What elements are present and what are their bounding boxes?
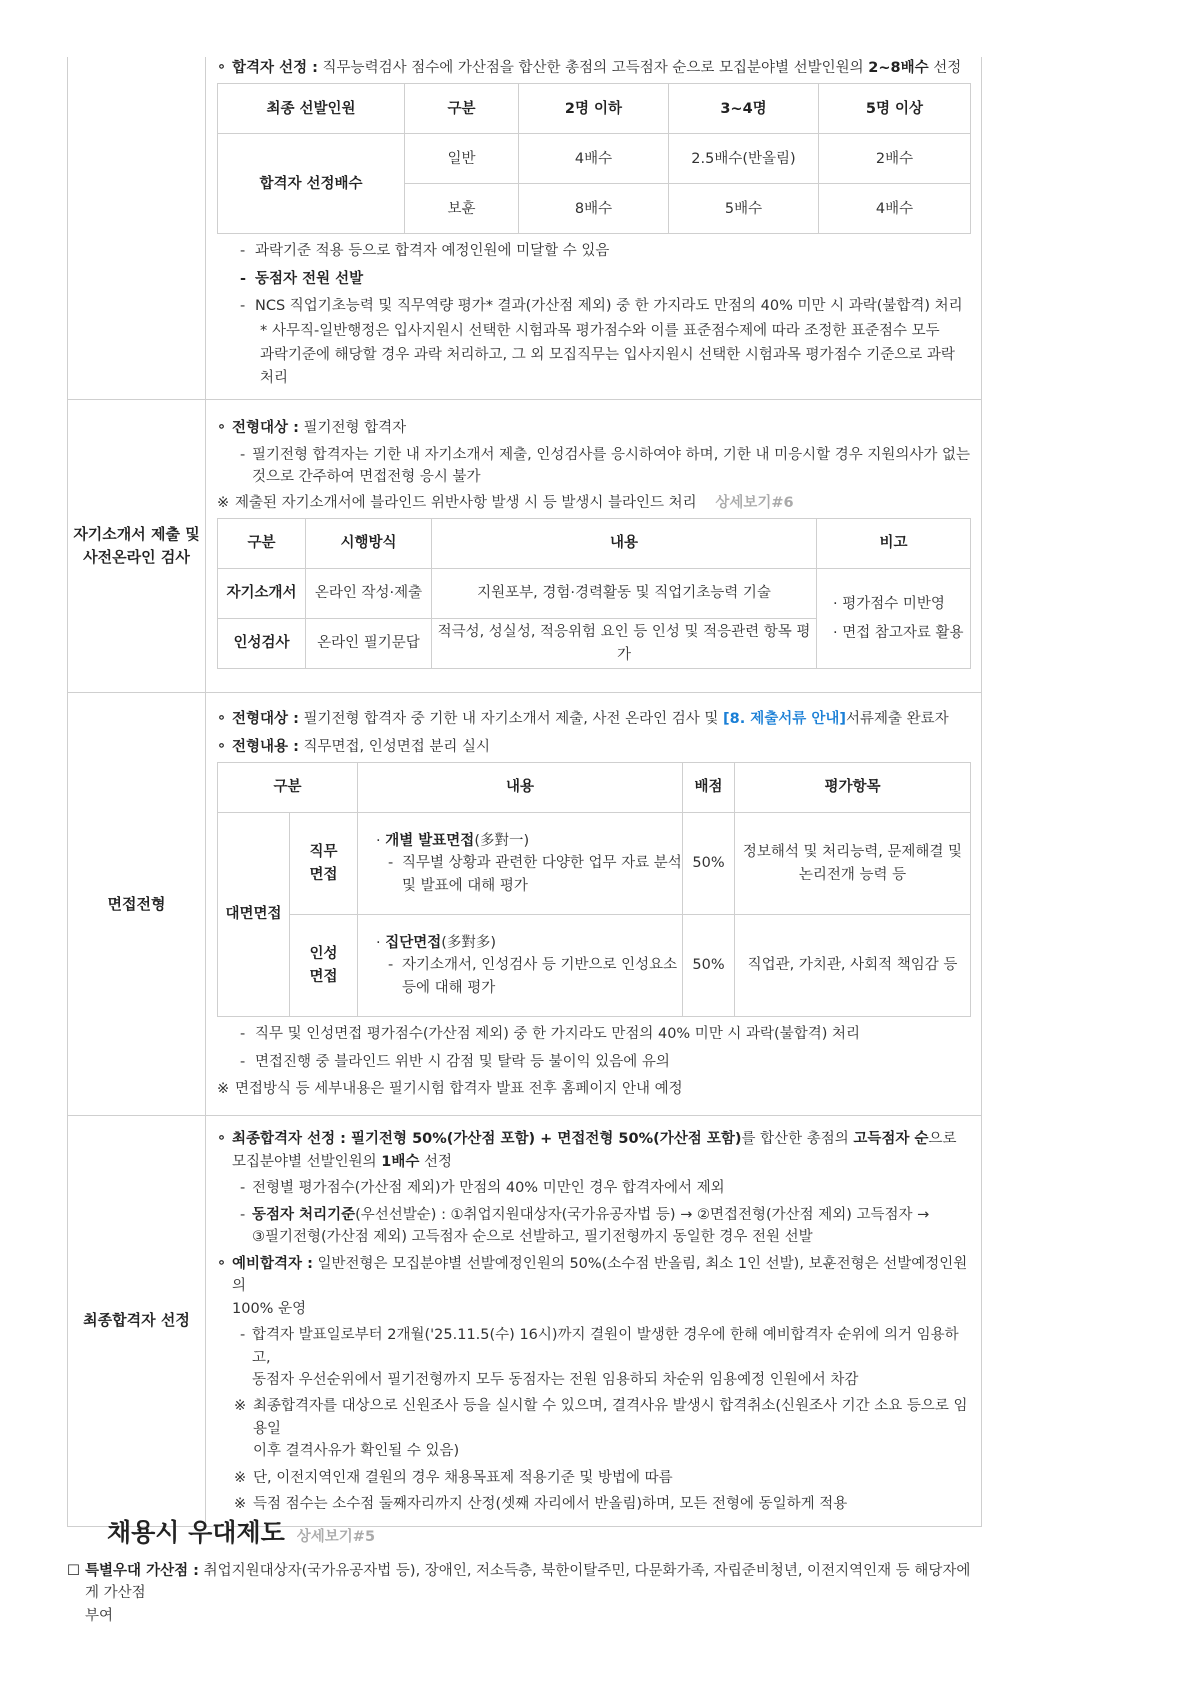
header-note: 비고 [817, 519, 971, 569]
header-content: 내용 [432, 519, 817, 569]
cell-self-intro: 자기소개서 [218, 569, 306, 619]
cell-job-content: · 개별 발표면접(多對一) - 직무별 상황과 관련한 다양한 업무 자료 분석 및 발표에 대해 평가 [358, 813, 683, 915]
final-row [68, 1116, 982, 1527]
cell-items: 직업관, 가치관, 사회적 책임감 등 [735, 915, 971, 1017]
cell-job-interview: 직무 면접 [290, 813, 358, 915]
detail-link-6[interactable]: 상세보기#6 [715, 494, 794, 511]
header-type: 구분 [405, 84, 519, 134]
cell-personality: 인성검사 [218, 619, 306, 669]
header-col2: 3~4명 [669, 84, 819, 134]
header-final-count: 최종 선발인원 [218, 84, 405, 134]
interview-label: 면접전형 [68, 693, 206, 1116]
selection-multiple-table [217, 83, 971, 234]
interview-note-cutoff: - 직무 및 인성면접 평가점수(가산점 제외) 중 한 가지라도 만점의 40% 미만 시 과락(불합격) 처리 [217, 1023, 971, 1045]
cell-weight: 50% [683, 813, 735, 915]
cell-face-interview: 대면면접 [218, 813, 290, 1017]
header-items: 평가항목 [735, 763, 971, 813]
cell: 8배수 [519, 184, 669, 234]
header-type: 구분 [218, 763, 358, 813]
self-intro-target: ∘ 전형대상 : 필기전형 합격자 [217, 417, 971, 439]
interview-note-detail: ※ 면접방식 등 세부내용은 필기시험 합격자 발표 전후 홈페이지 안내 예정 [217, 1078, 971, 1100]
docs-guide-link[interactable]: [8. 제출서류 안내] [722, 711, 846, 728]
interview-content [206, 693, 982, 1116]
cell-personality-content: · 집단면접(多對多) - 자기소개서, 인성검사 등 기반으로 인성요소 등에 대해 평가 [358, 915, 683, 1017]
final-note-background: ※ 최종합격자를 대상으로 신원조사 등을 실시할 수 있으며, 결격사유 발생시 합격취소(신원조사 기간 소요 등으로 임용일 이후 결격사유가 확인될 수 있음) [217, 1395, 971, 1462]
final-dash-reserve: - 합격자 발표일로부터 2개월('25.11.5(수) 16시)까지 결원이 발생한 경우에 한해 예비합격자 순위에 의거 임용하고, 동점자 우선순위에서 필기전형까지 모두 동점자는 전원 임용하되 차순위 임용예정 인원에서 차감 [217, 1324, 971, 1391]
note-tie-all: - 동점자 전원 선발 [217, 268, 971, 290]
note-cell: · 평가점수 미반영 · 면접 참고자료 활용 [817, 569, 971, 669]
cell: 4배수 [819, 184, 971, 234]
self-intro-label: 자기소개서 제출 및 사전온라인 검사 [68, 400, 206, 693]
cell-personality-interview: 인성 면접 [290, 915, 358, 1017]
interview-note-blind: - 면접진행 중 블라인드 위반 시 감점 및 탈락 등 불이익 있음에 유의 [217, 1051, 971, 1073]
pass-selection-row [68, 57, 982, 400]
note-star: * 사무직-일반행정은 입사지원시 선택한 시험과목 평가점수와 이를 표준점수제에 따라 조정한 표준점수 모두 과락기준에 해당할 경우 과락 처리하고, 그 외 모집직무는 입사지원시 선택한 시험과목 평가점수 기준으로 과락 처리 [217, 320, 971, 389]
cell: 2배수 [819, 134, 971, 184]
header-col3: 5명 이상 [819, 84, 971, 134]
pass-selection-content [206, 57, 982, 400]
detail-link-5[interactable]: 상세보기#5 [296, 1529, 376, 1545]
self-intro-table [217, 518, 971, 669]
cell-items: 정보해석 및 처리능력, 문제해결 및 논리전개 능력 등 [735, 813, 971, 915]
final-content [206, 1116, 982, 1527]
cell: 지원포부, 경험·경력활동 및 직업기초능력 기술 [432, 569, 817, 619]
cell: 5배수 [669, 184, 819, 234]
final-dash-cutoff: - 전형별 평가점수(가산점 제외)가 만점의 40% 미만인 경우 합격자에서 제외 [217, 1177, 971, 1199]
final-bullet-selection: ∘ 최종합격자 선정 : 필기전형 50%(가산점 포함) + 면접전형 50%(가산점 포함)를 합산한 총점의 고득점자 순으로 모집분야별 선발인원의 1배수 선정 [217, 1128, 971, 1173]
cell: 2.5배수(반올림) [669, 134, 819, 184]
self-intro-dash: - 필기전형 합격자는 기한 내 자기소개서 제출, 인성검사를 응시하여야 하며, 기한 내 미응시할 경우 지원의사가 없는 것으로 간주하여 면접전형 응시 불가 [217, 444, 971, 489]
note-cutoff: - NCS 직업기초능력 및 직무역량 평가* 결과(가산점 제외) 중 한 가지라도 만점의 40% 미만 시 과락(불합격) 처리 [217, 295, 971, 317]
note-shortfall: - 과락기준 적용 등으로 합격자 예정인원에 미달할 수 있음 [217, 240, 971, 262]
header-weight: 배점 [683, 763, 735, 813]
interview-content-bullet: ∘ 전형내용 : 직무면접, 인성면접 분리 실시 [217, 736, 971, 758]
pass-selection-label-cell [68, 57, 206, 400]
preference-section-title: 채용시 우대제도 상세보기#5 [107, 1518, 376, 1547]
interview-table [217, 762, 971, 1017]
final-note-score: ※ 득점 점수는 소수점 둘째자리까지 산정(셋째 자리에서 반올림)하며, 모든 전형에 동일하게 적용 [217, 1493, 971, 1515]
header-type: 구분 [218, 519, 306, 569]
header-col1: 2명 이하 [519, 84, 669, 134]
interview-target: ∘ 전형대상 : 필기전형 합격자 중 기한 내 자기소개서 제출, 사전 온라인 검사 및 [8. 제출서류 안내]서류제출 완료자 [217, 708, 971, 730]
self-intro-note: ※ 제출된 자기소개서에 블라인드 위반사항 발생 시 등 발생시 블라인드 처리 상세보기#6 [217, 492, 971, 514]
final-dash-tie: - 동점자 처리기준(우선선발순) : ①취업지원대상자(국가유공자법 등) → ②면접전형(가산점 제외) 고득점자 → ③필기전형(가산점 제외) 고득점자 순으로 선발하고, 필기전형까지 동일한 경우 전원 선발 [217, 1204, 971, 1249]
cell-weight: 50% [683, 915, 735, 1017]
cell: 적극성, 성실성, 적응위험 요인 등 인성 및 적응관련 항목 평가 [432, 619, 817, 669]
cell: 온라인 작성·제출 [306, 569, 432, 619]
preference-bonus-line: ☐ 특별우대 가산점 : 취업지원대상자(국가유공자법 등), 장애인, 저소득층, 북한이탈주민, 다문화가족, 자립준비청년, 이전지역인재 등 해당자에게 가산점 부여 [67, 1560, 982, 1627]
self-intro-content [206, 400, 982, 693]
header-method: 시행방식 [306, 519, 432, 569]
cell-general: 일반 [405, 134, 519, 184]
interview-row [68, 693, 982, 1116]
cell: 온라인 필기문답 [306, 619, 432, 669]
self-intro-row [68, 400, 982, 693]
final-label: 최종합격자 선정 [68, 1116, 206, 1527]
cell: 4배수 [519, 134, 669, 184]
header-content: 내용 [358, 763, 683, 813]
pass-selection-bullet: ∘ 합격자 선정 : 직무능력검사 점수에 가산점을 합산한 총점의 고득점자 순으로 모집분야별 선발인원의 2~8배수 선정 [217, 57, 971, 79]
cell-veteran: 보훈 [405, 184, 519, 234]
final-bullet-reserve: ∘ 예비합격자 : 일반전형은 모집분야별 선발예정인원의 50%(소수점 반올림, 최소 1인 선발), 보훈전형은 선발예정인원의 100% 운영 [217, 1253, 971, 1320]
final-note-regional: ※ 단, 이전지역인재 결원의 경우 채용목표제 적용기준 및 방법에 따름 [217, 1467, 971, 1489]
recruitment-process-table [67, 57, 982, 1527]
row-label-multiple: 합격자 선정배수 [218, 134, 405, 234]
